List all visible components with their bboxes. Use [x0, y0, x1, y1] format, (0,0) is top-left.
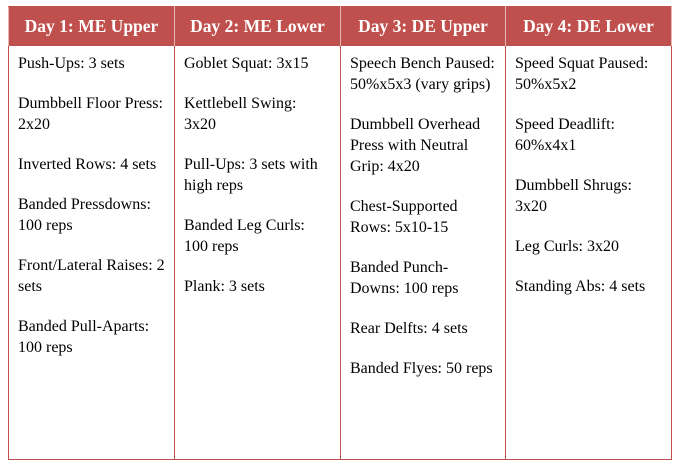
header-day-3: Day 3: DE Upper	[341, 7, 506, 46]
day-1-cell	[9, 46, 175, 460]
workout-schedule	[8, 6, 671, 460]
workout-table	[8, 6, 672, 460]
exercise-item: Dumbbell Shrugs: 3x20	[515, 177, 632, 215]
exercise-item: Banded Pull-Aparts: 100 reps	[18, 318, 150, 356]
exercise-item: Plank: 3 sets	[184, 278, 265, 295]
exercise-row	[9, 46, 672, 460]
exercise-item: Dumbbell Floor Press: 2x20	[18, 95, 163, 133]
header-day-4: Day 4: DE Lower	[506, 7, 672, 46]
day-4-cell	[506, 46, 672, 460]
exercise-item: Banded Punch-Downs: 100 reps	[350, 259, 459, 297]
exercise-item: Banded Flyes: 50 reps	[350, 360, 493, 377]
exercise-item: Pull-Ups: 3 sets with high reps	[184, 156, 318, 194]
exercise-item: Speed Squat Paused: 50%x5x2	[515, 55, 649, 93]
header-day-1: Day 1: ME Upper	[9, 7, 175, 46]
exercise-item: Dumbbell Overhead Press with Neutral Grip: 4x20	[350, 116, 481, 175]
header-day-2: Day 2: ME Lower	[175, 7, 341, 46]
exercise-item: Front/Lateral Raises: 2 sets	[18, 257, 165, 295]
exercise-item: Push-Ups: 3 sets	[18, 55, 125, 72]
day-3-cell	[341, 46, 506, 460]
exercise-item: Speech Bench Paused: 50%x5x3 (vary grips)	[350, 55, 495, 93]
exercise-item: Inverted Rows: 4 sets	[18, 156, 157, 173]
exercise-item: Banded Pressdowns: 100 reps	[18, 196, 151, 234]
exercise-item: Goblet Squat: 3x15	[184, 55, 309, 72]
exercise-item: Chest-Supported Rows: 5x10-15	[350, 198, 458, 236]
day-2-cell	[175, 46, 341, 460]
header-row	[9, 7, 672, 46]
exercise-item: Banded Leg Curls: 100 reps	[184, 217, 305, 255]
exercise-item: Kettlebell Swing: 3x20	[184, 95, 297, 133]
exercise-item: Leg Curls: 3x20	[515, 238, 619, 255]
exercise-item: Speed Deadlift: 60%x4x1	[515, 116, 615, 154]
exercise-item: Rear Delfts: 4 sets	[350, 320, 468, 337]
exercise-item: Standing Abs: 4 sets	[515, 278, 646, 295]
